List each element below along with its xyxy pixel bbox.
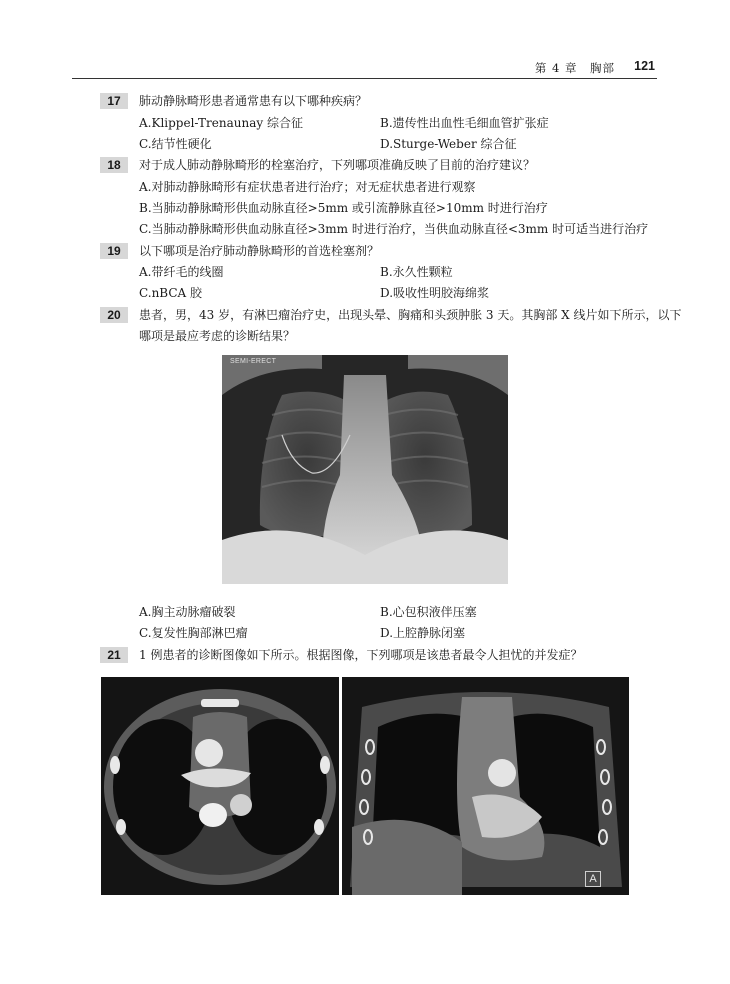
question-19-option-a: A.带纤毛的线圈 [139,265,224,279]
question-20-option-c: C.复发性胸部淋巴瘤 [139,626,248,640]
question-18-option-b: B.当肺动静脉畸形供血动脉直径>5mm 或引流静脉直径>10mm 时进行治疗 [139,201,548,215]
question-17-stem: 肺动静脉畸形患者通常患有以下哪种疾病？ [139,94,368,108]
question-20-option-a: A.胸主动脉瘤破裂 [139,605,236,619]
question-17-option-b: B.遗传性出血性毛细血管扩张症 [380,116,549,130]
question-18-option-c: C.当肺动静脉畸形供血动脉直径>3mm 时进行治疗，当供血动脉直径<3mm 时可适当进行治疗 [139,222,649,236]
question-17-option-a: A.Klippel-Trenaunay 综合征 [139,116,303,130]
figure-corner-label: A [585,871,601,887]
question-number-19: 19 [100,243,128,259]
question-19-option-b: B.永久性颗粒 [380,265,453,279]
chest-xray-drawing [222,355,508,584]
chapter-title: 第 4 章 胸部 [534,61,615,75]
chest-xray-image [222,355,508,584]
xray-view-label: SEMI-ERECT [230,358,277,365]
question-20-option-b: B.心包积液伴压塞 [380,605,477,619]
axial-ct-image [101,677,339,895]
question-17-option-d: D.Sturge-Weber 综合征 [380,137,517,151]
question-number-17: 17 [100,93,128,109]
coronal-ct-drawing [342,677,629,895]
page-number: 121 [634,59,655,73]
question-20-stem-line-2: 哪项是最应考虑的诊断结果？ [139,329,296,343]
coronal-ct-image [342,677,629,895]
running-header [72,56,657,79]
question-17-option-c: C.结节性硬化 [139,137,212,151]
question-18-stem: 对于成人肺动静脉畸形的栓塞治疗，下列哪项准确反映了目前的治疗建议？ [139,158,536,172]
question-19-stem: 以下哪项是治疗肺动静脉畸形的首选栓塞剂？ [139,244,380,258]
question-20-stem-line-1: 患者，男，43 岁，有淋巴瘤治疗史，出现头晕、胸痛和头颈肿胀 3 天。其胸部 X 线片如下所示，以下 [139,308,682,322]
question-number-20: 20 [100,307,128,323]
axial-ct-drawing [101,677,339,895]
question-19-option-d: D.吸收性明胶海绵浆 [380,286,490,300]
question-number-21: 21 [100,647,128,663]
question-20-option-d: D.上腔静脉闭塞 [380,626,466,640]
question-18-option-a: A.对肺动静脉畸形有症状患者进行治疗；对无症状患者进行观察 [139,180,476,194]
question-number-18: 18 [100,157,128,173]
question-21-stem: 1 例患者的诊断图像如下所示。根据图像，下列哪项是该患者最令人担忧的并发症？ [139,648,583,662]
question-19-option-c: C.nBCA 胶 [139,286,203,300]
